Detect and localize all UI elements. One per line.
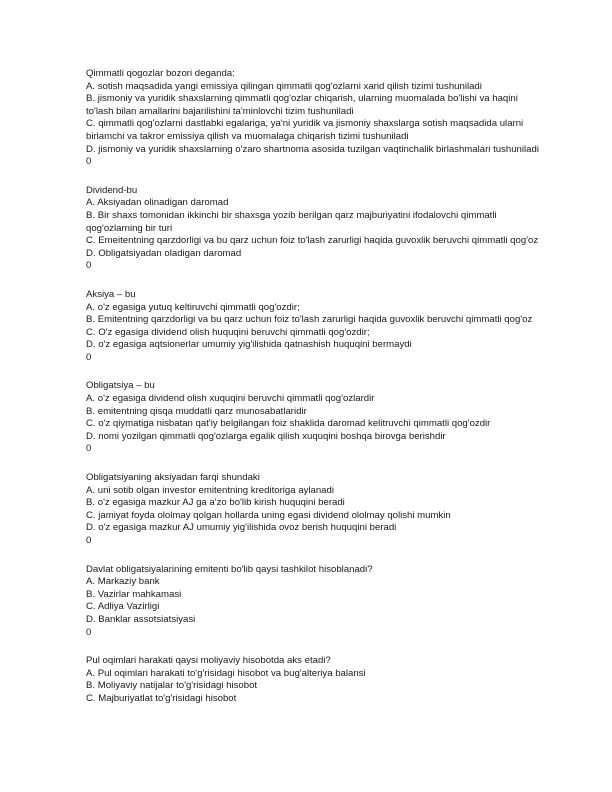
answer-option: A. Aksiyadan olinadigan daromad <box>86 197 229 209</box>
question-text-line: birlamchi va takror emissiya qilish va muomalaga chiqarish tizimi tushuniladi <box>86 130 409 142</box>
question-text-line: qog'ozlarning bir turi <box>86 222 173 234</box>
answer-option: A. o'z egasiga yutuq keltiruvchi qimmatli qog'ozdir; <box>86 301 300 313</box>
question-title: Davlat obligatsiyalarining emitenti bo'lib qaysi tashkilot hisoblanadi? <box>86 563 373 575</box>
answer-option: C. qimmatli qog'ozlarni dastlabki egalariga, ya'ni yuridik va jismoniy shaxslarga sotish maqsadida ularni <box>86 118 524 130</box>
answer-option: A. o'z egasiga dividend olish xuquqini beruvchi qimmatli qog'ozlardir <box>86 393 375 405</box>
answer-option: B. Vazirlar mahkamasi <box>86 588 182 600</box>
question-block <box>86 289 586 365</box>
answer-option: A. Markaziy bank <box>86 576 160 588</box>
answer-option: C. Adliya Vazirligi <box>86 601 160 613</box>
question-block <box>86 185 586 273</box>
score-value: 0 <box>86 156 92 168</box>
answer-option: C. O'z egasiga dividend olish huquqini beruvchi qimmatli qog'ozdir; <box>86 326 370 338</box>
answer-option: B. o'z egasiga mazkur AJ ga a'zo bo'lib kirish huquqini beradi <box>86 497 345 509</box>
document-page <box>86 68 586 722</box>
score-value: 0 <box>86 351 92 363</box>
answer-option: C. Majburiyatlat to'g'risidagi hisobot <box>86 692 237 704</box>
answer-option: D. nomi yozilgan qimmatli qog'ozlarga egalik qilish xuquqini boshqa birovga berishdir <box>86 430 446 442</box>
answer-option: A. Pul oqimlari harakati to'g'risidagi hisobot va bug'alteriya balansi <box>86 667 366 679</box>
score-value: 0 <box>86 535 92 546</box>
answer-option: D. Obligatsiyadan oladigan daromad <box>86 247 242 259</box>
answer-option: D. Banklar assotsiatsiyasi <box>86 613 196 625</box>
score-value: 0 <box>86 260 92 272</box>
answer-option: A. sotish maqsadida yangi emissiya qilingan qimmatli qog'ozlarni xarid qilish tizimi tushuniladi <box>86 80 482 92</box>
answer-option: C. o'z qiymatiga nisbatan qat'iy belgilangan foiz shaklida daromad kelitruvchi qimmatli qog'ozdir <box>86 418 491 430</box>
answer-option: D. o'z egasiga mazkur AJ umumiy yig'ilishida ovoz berish huquqini beradi <box>86 522 397 534</box>
question-block <box>86 472 586 548</box>
answer-option: B. Moliyaviy natijalar to'g'risidagi hisobot <box>86 680 258 692</box>
answer-option: B. jismoniy va yuridik shaxslarning qimmatli qog'ozlar chiqarish, ularning muomalada bo'lishi va haqini <box>86 93 518 105</box>
answer-option: D. o'z egasiga aqtsionerlar umumiy yig'ilishida qatnashish huquqini bermaydi <box>86 339 412 351</box>
question-title: Dividend-bu <box>86 184 138 196</box>
answer-option: A. uni sotib olgan investor emitentning kreditoriga aylanadi <box>86 484 334 496</box>
question-title: Aksiya – bu <box>86 288 136 300</box>
answer-option: B. Bir shaxs tomonidan ikkinchi bir shaxsga yozib berilgan qarz majburiyatini ifodalovchi qimmatli <box>86 209 497 221</box>
answer-option: C. jamiyat foyda ololmay qolgan hollarda uning egasi dividend ololmay qolishi mumkin <box>86 509 451 521</box>
question-title: Obligatsiya – bu <box>86 380 155 392</box>
question-title: Obligatsiyaning aksiyadan farqi shundaki <box>86 472 260 484</box>
score-value: 0 <box>86 626 92 638</box>
question-block <box>86 655 586 705</box>
question-title: Pul oqimlari harakati qaysi moliyaviy hisobotda aks etadi? <box>86 655 331 667</box>
question-block <box>86 564 586 640</box>
answer-option: C. Emeitentning qarzdorligi va bu qarz uchun foiz to'lash zarurligi haqida guvoxlik beruvchi qimmatli qog'oz <box>86 235 539 247</box>
question-block <box>86 380 586 456</box>
answer-option: B. emitentning qisqa muddatli qarz munosabatlaridir <box>86 405 307 417</box>
answer-option: D. jismoniy va yuridik shaxslarning o'zaro shartnoma asosida tuzilgan vaqtinchalik birlashmalari tushuniladi <box>86 143 539 155</box>
answer-option: B. Emitentning qarzdorligi va bu qarz uchun foiz to'lash zarurligi haqida guvoxlik beruvchi qimmatli qog'oz <box>86 314 533 326</box>
question-block <box>86 68 586 169</box>
question-title: Qimmatli qogozlar bozori deganda: <box>86 68 235 79</box>
question-text-line: to'lash bilan amallarini bajarilishini ta'minlovchi tizim tushuniladi <box>86 105 354 117</box>
score-value: 0 <box>86 443 92 455</box>
